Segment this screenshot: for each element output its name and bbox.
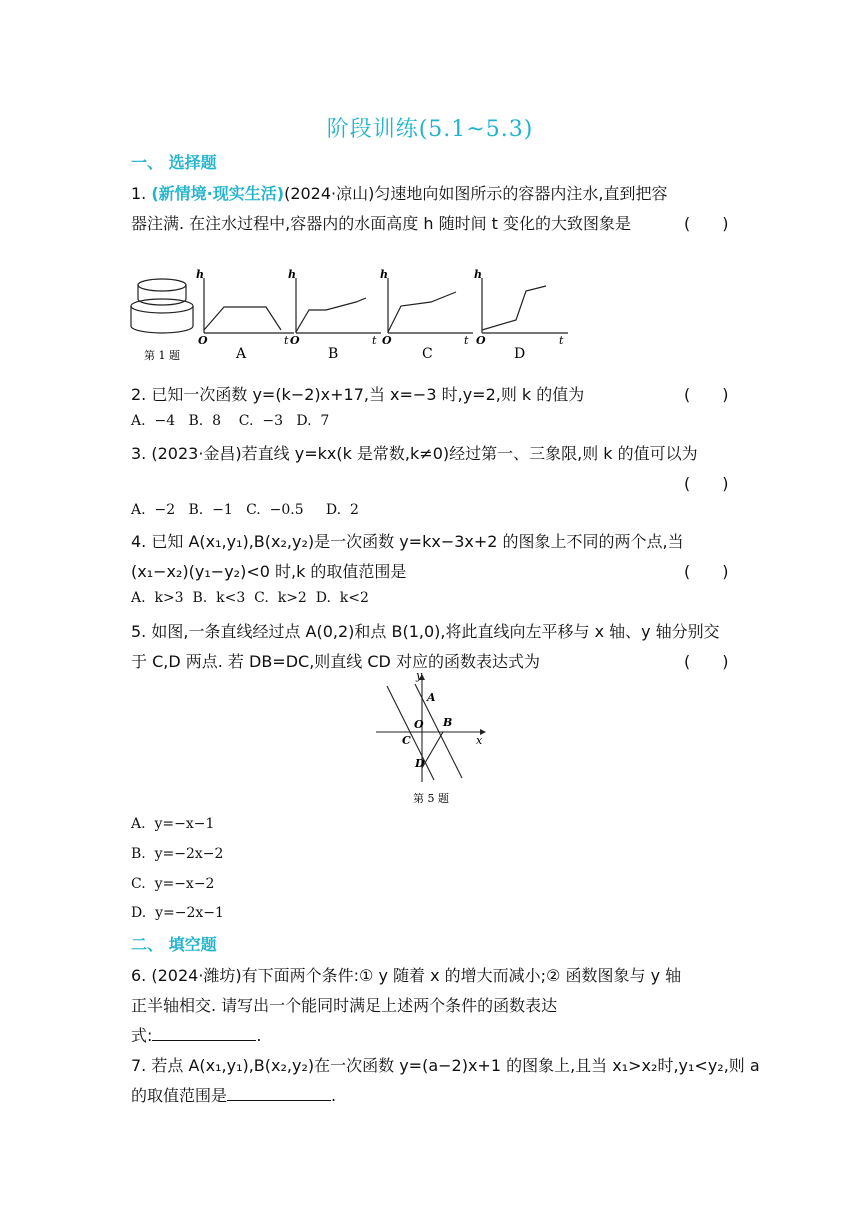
q1-graph-a-axis-t: t	[284, 334, 289, 347]
q1-figure	[126, 266, 576, 366]
q1-graph-b-origin: O	[290, 334, 300, 347]
q5-label-b: B	[443, 716, 453, 729]
q5-label-x: x	[476, 734, 483, 747]
q1-text-a: (2024·凉山)匀速地向如图所示的容器内注水,直到把容	[284, 184, 668, 203]
q1-graph-c	[388, 278, 473, 333]
q5-figure	[370, 670, 490, 810]
q1-graph-a-origin: O	[198, 334, 208, 347]
q3-text: 3. (2023·金昌)若直线 y=kx(k 是常数,k≠0)经过第一、三象限,则 k 的值可以为	[131, 444, 698, 463]
q5-option-d: D. y=−2x−1	[131, 905, 224, 921]
q1-graph-d	[482, 278, 568, 333]
q2-answer-paren: ( )	[684, 385, 729, 404]
section-heading-choice: 一、 选择题	[131, 153, 217, 172]
q5-label-y: y	[416, 670, 423, 682]
q6-line-c	[131, 1023, 262, 1046]
q6-text-c-pre: 式:	[131, 1026, 153, 1045]
q6-text-c-post: .	[256, 1026, 262, 1045]
q4-options: A. k>3 B. k<3 C. k>2 D. k<2	[131, 590, 369, 606]
q1-text-b: 器注满. 在注水过程中,容器内的水面高度 h 随时间 t 变化的大致图象是	[131, 214, 632, 233]
q7-text-b-pre: 的取值范围是	[131, 1086, 228, 1105]
q7-text-a: 7. 若点 A(x₁,y₁),B(x₂,y₂)在一次函数 y=(a−2)x+1 的图象上,且当 x₁>x₂时,y₁<y₂,则 a	[131, 1056, 760, 1075]
q5-label-c: C	[402, 734, 411, 747]
q1-option-b-label: B	[328, 346, 339, 362]
q6-answer-blank[interactable]	[152, 1025, 256, 1041]
q4-text-b: (x₁−x₂)(y₁−y₂)<0 时,k 的取值范围是	[131, 562, 407, 581]
q6-text-b: 正半轴相交. 请写出一个能同时满足上述两个条件的函数表达	[131, 996, 558, 1015]
section-heading-fill: 二、 填空题	[131, 935, 217, 954]
q1-number: 1.	[131, 184, 147, 203]
q1-line1	[131, 181, 667, 204]
q5-option-c: C. y=−x−2	[131, 876, 215, 892]
q5-text-b: 于 C,D 两点. 若 DB=DC,则直线 CD 对应的函数表达式为	[131, 652, 540, 671]
q5-segment-db	[422, 732, 443, 768]
q1-option-c-label: C	[422, 346, 433, 362]
q4-text-a: 4. 已知 A(x₁,y₁),B(x₂,y₂)是一次函数 y=kx−3x+2 的图象上不同的两个点,当	[131, 532, 684, 551]
q3-options: A. −2 B. −1 C. −0.5 D. 2	[131, 502, 359, 518]
q2-options: A. −4 B. 8 C. −3 D. 7	[131, 413, 330, 429]
q5-label-o: O	[414, 718, 424, 731]
q1-graph-c-origin: O	[382, 334, 392, 347]
q2-text: 2. 已知一次函数 y=(k−2)x+17,当 x=−3 时,y=2,则 k 的值为	[131, 385, 585, 404]
q5-label-d: D	[415, 757, 425, 770]
q5-option-b: B. y=−2x−2	[131, 846, 224, 862]
q1-graph-b	[296, 278, 381, 333]
q1-graph-c-axis-h: h	[380, 268, 388, 281]
q1-graph-d-origin: O	[476, 334, 486, 347]
q1-graph-a-axis-h: h	[196, 268, 204, 281]
q5-figure-caption: 第 5 题	[413, 792, 449, 805]
q1-figure-caption: 第 1 题	[144, 349, 180, 362]
q1-answer-paren: ( )	[684, 214, 729, 233]
q5-answer-paren: ( )	[684, 652, 729, 671]
q5-option-a: A. y=−x−1	[131, 816, 215, 832]
q1-option-d-label: D	[514, 346, 526, 362]
q5-text-a: 5. 如图,一条直线经过点 A(0,2)和点 B(1,0),将此直线向左平移与 x 轴、y 轴分别交	[131, 622, 720, 641]
q1-graph-b-axis-t: t	[372, 334, 377, 347]
q5-label-a: A	[427, 691, 436, 704]
q1-graph-d-axis-h: h	[474, 268, 482, 281]
q1-option-a-label: A	[236, 346, 247, 362]
q3-answer-paren: ( )	[684, 474, 729, 493]
q7-line-b	[131, 1083, 336, 1106]
q4-answer-paren: ( )	[684, 562, 729, 581]
q1-tag: (新情境·现实生活)	[151, 184, 285, 203]
q1-graph-d-axis-t: t	[559, 334, 564, 347]
q1-graph-a	[204, 278, 294, 333]
q1-graph-c-axis-t: t	[464, 334, 469, 347]
q6-text-a: 6. (2024·潍坊)有下面两个条件:① y 随着 x 的增大而减小;② 函数图象与 y 轴	[131, 966, 682, 985]
q7-text-b-post: .	[331, 1086, 337, 1105]
q1-graph-b-axis-h: h	[288, 268, 296, 281]
container-icon	[131, 279, 193, 333]
page-title: 阶段训练(5.1~5.3)	[326, 117, 534, 142]
q7-answer-blank[interactable]	[227, 1085, 331, 1101]
